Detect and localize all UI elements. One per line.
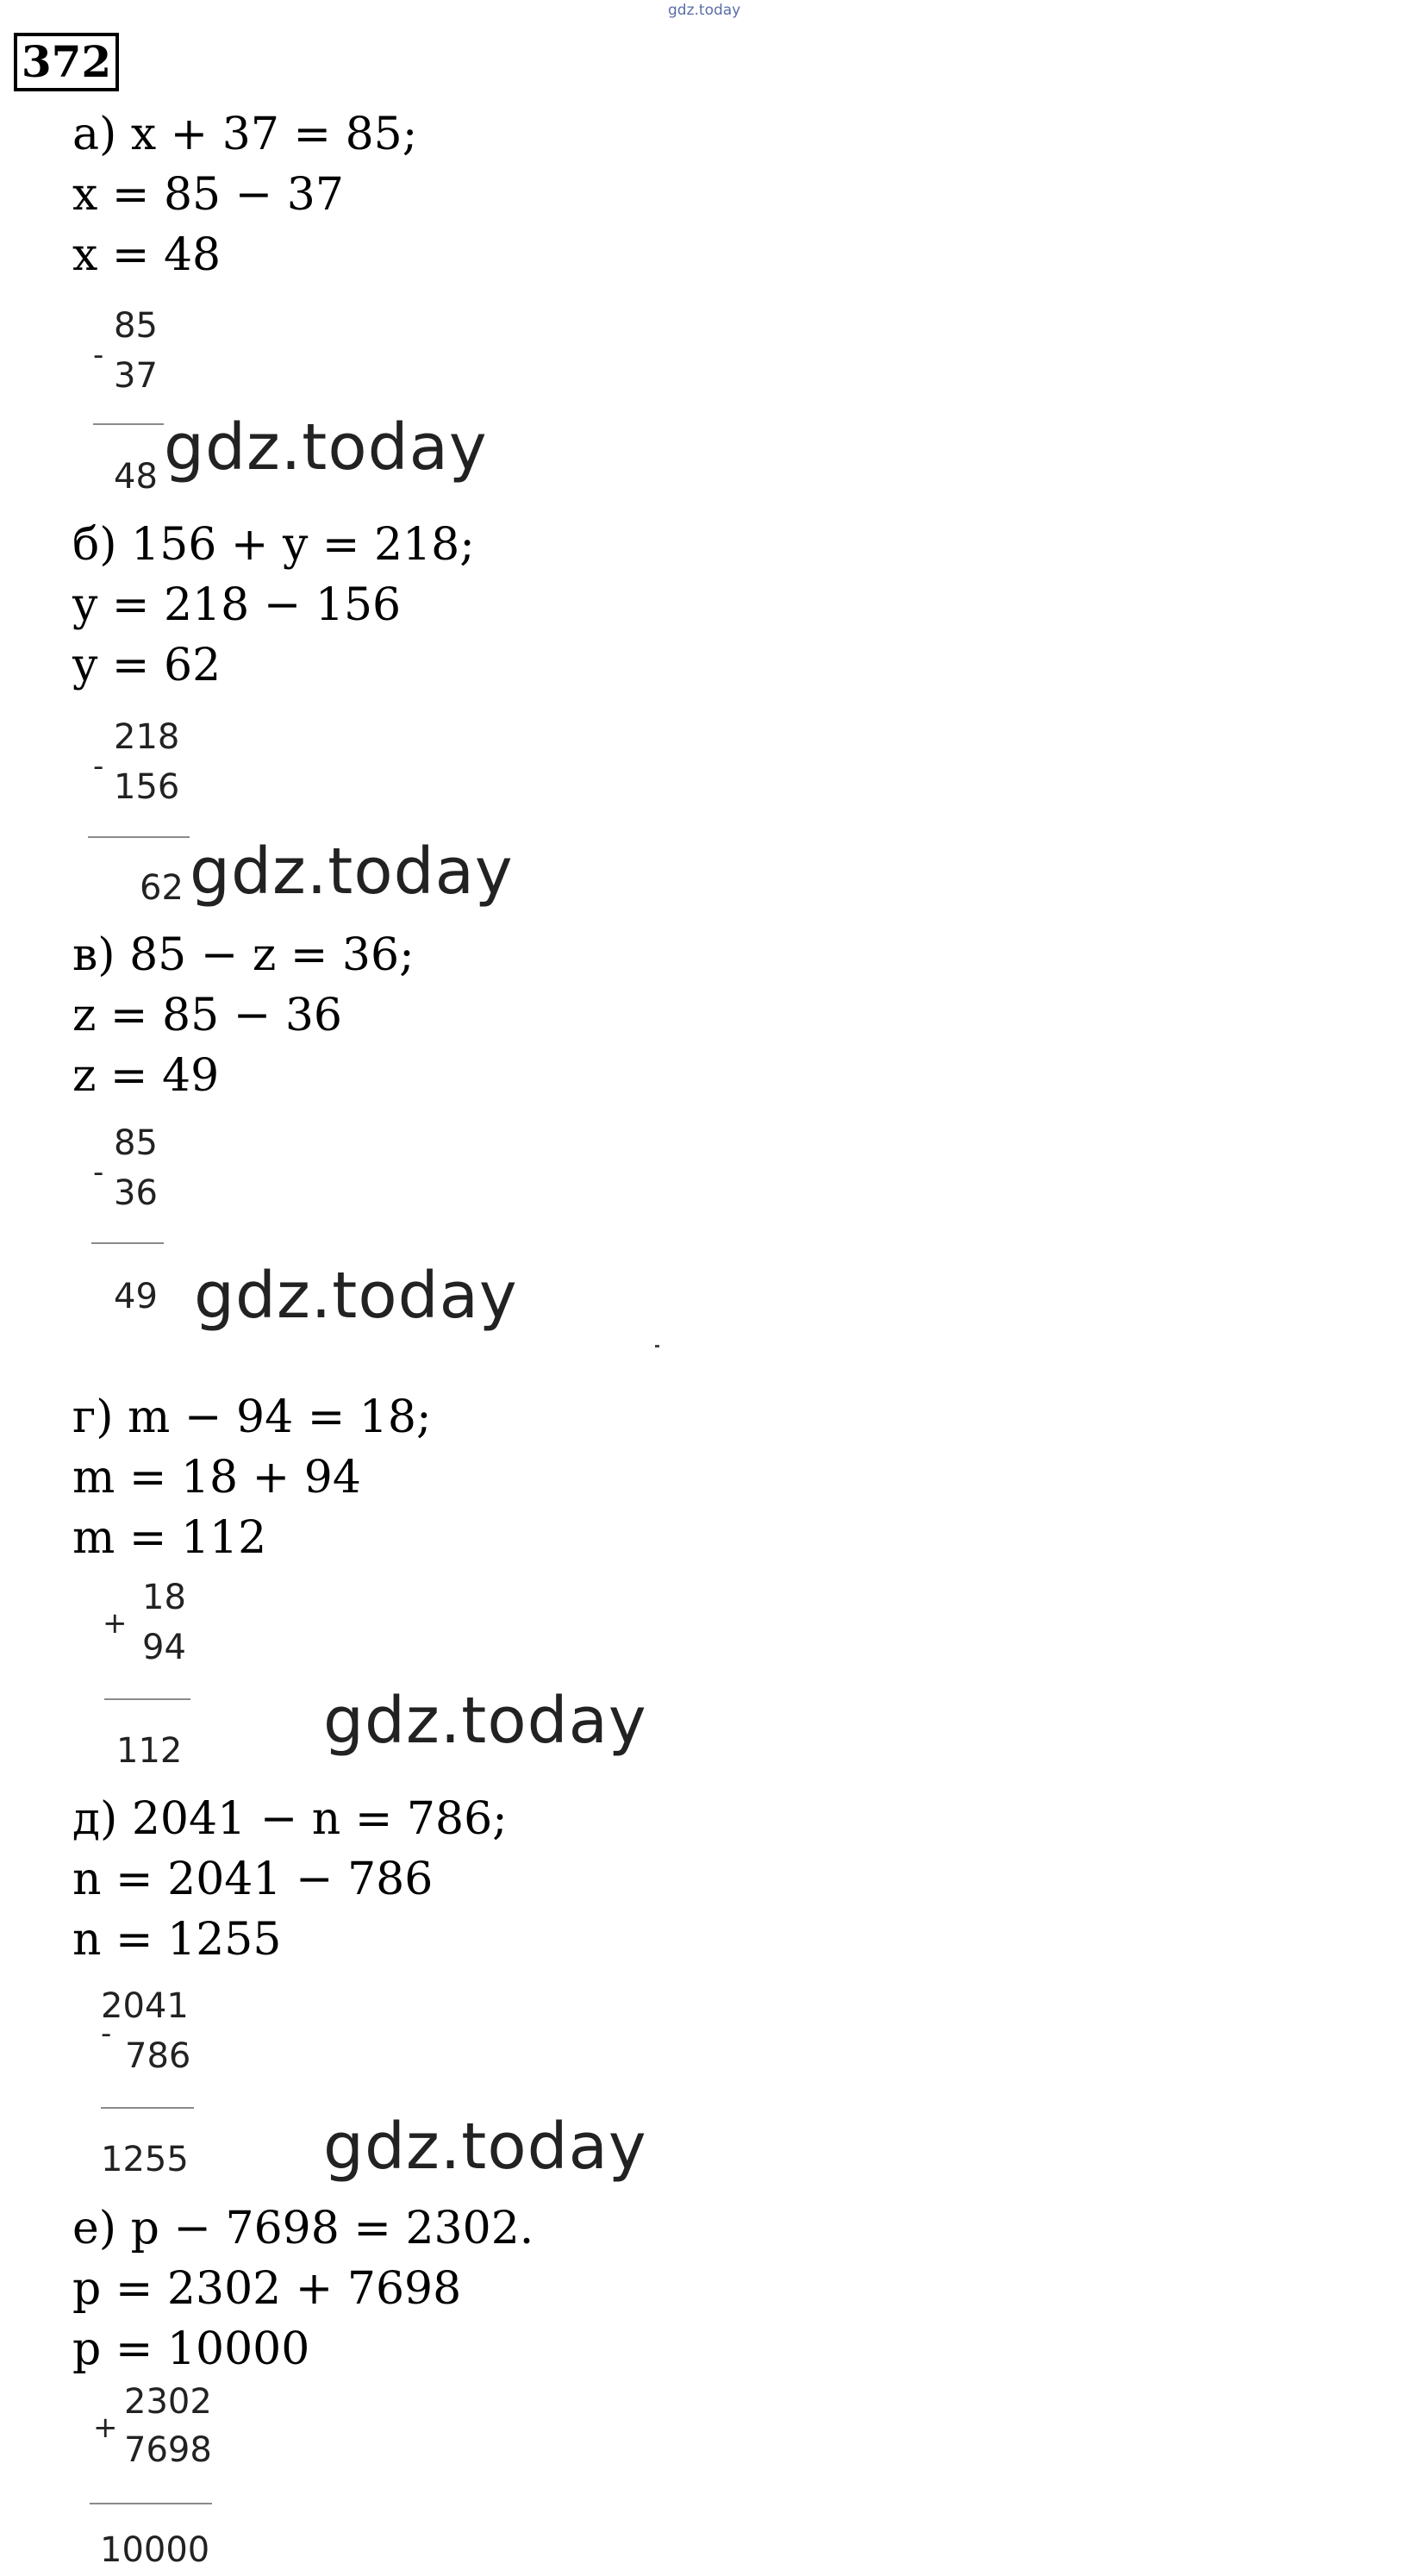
column-bottom: 156: [114, 767, 180, 807]
equation-line: z = 85 − 36: [72, 990, 342, 1041]
column-bottom: 7698: [124, 2430, 212, 2470]
column-top: 2041: [101, 1986, 189, 2026]
column-result: 10000: [100, 2530, 210, 2570]
speck: [655, 1345, 659, 1347]
equation-line: y = 218 − 156: [72, 579, 402, 631]
column-rule: [91, 1242, 164, 1244]
equation-line: д) 2041 − n = 786;: [72, 1793, 508, 1845]
task-number: 372: [14, 33, 119, 91]
column-bottom: 94: [142, 1628, 186, 1667]
column-bottom: 786: [125, 2036, 191, 2076]
column-top: 2302: [124, 2382, 212, 2422]
column-result: 49: [114, 1277, 158, 1316]
column-result: 1255: [101, 2140, 189, 2179]
column-result: 48: [114, 457, 158, 497]
site-watermark: gdz.today: [668, 2, 741, 19]
watermark: gdz.today: [323, 2110, 647, 2184]
column-rule: [101, 2107, 194, 2109]
equation-line: p = 10000: [72, 2323, 310, 2375]
column-calculation: [99, 1578, 220, 1776]
column-bottom: 37: [114, 356, 158, 396]
column-rule: [90, 2503, 212, 2504]
equation-line: n = 1255: [72, 1914, 282, 1966]
equation-line: n = 2041 − 786: [72, 1854, 434, 1905]
watermark: gdz.today: [190, 835, 514, 909]
column-rule: [93, 423, 164, 425]
column-top: 18: [142, 1578, 186, 1617]
equation-line: p = 2302 + 7698: [72, 2263, 462, 2315]
column-operator: -: [93, 749, 104, 784]
column-top: 218: [114, 717, 180, 757]
column-operator: -: [101, 2016, 112, 2051]
watermark: gdz.today: [323, 1684, 647, 1758]
equation-line: б) 156 + y = 218;: [72, 519, 475, 571]
column-result: 62: [140, 868, 184, 908]
equation-line: е) p − 7698 = 2302.: [72, 2203, 534, 2254]
equation-line: x = 85 − 37: [72, 169, 344, 221]
equation-line: y = 62: [72, 640, 222, 691]
column-operator: -: [93, 338, 104, 372]
watermark: gdz.today: [164, 410, 488, 485]
column-top: 85: [114, 306, 158, 346]
column-rule: [104, 1698, 190, 1700]
equation-line: в) 85 − z = 36;: [72, 929, 415, 981]
watermark: gdz.today: [194, 1259, 518, 1333]
column-calculation: [99, 1986, 220, 2185]
equation-line: m = 18 + 94: [72, 1452, 361, 1504]
equation-line: а) x + 37 = 85;: [72, 109, 418, 160]
column-calculation: [86, 2382, 224, 2576]
column-operator: -: [93, 1155, 104, 1190]
column-result: 112: [116, 1731, 183, 1771]
column-operator: +: [103, 1606, 128, 1641]
column-rule: [88, 836, 190, 838]
column-bottom: 36: [114, 1173, 158, 1213]
equation-line: г) m − 94 = 18;: [72, 1391, 432, 1443]
equation-line: x = 48: [72, 229, 222, 281]
column-top: 85: [114, 1123, 158, 1163]
equation-line: m = 112: [72, 1512, 267, 1564]
column-operator: +: [93, 2410, 118, 2445]
column-calculation: [86, 1123, 190, 1322]
column-calculation: [86, 717, 207, 916]
equation-line: z = 49: [72, 1050, 220, 1102]
